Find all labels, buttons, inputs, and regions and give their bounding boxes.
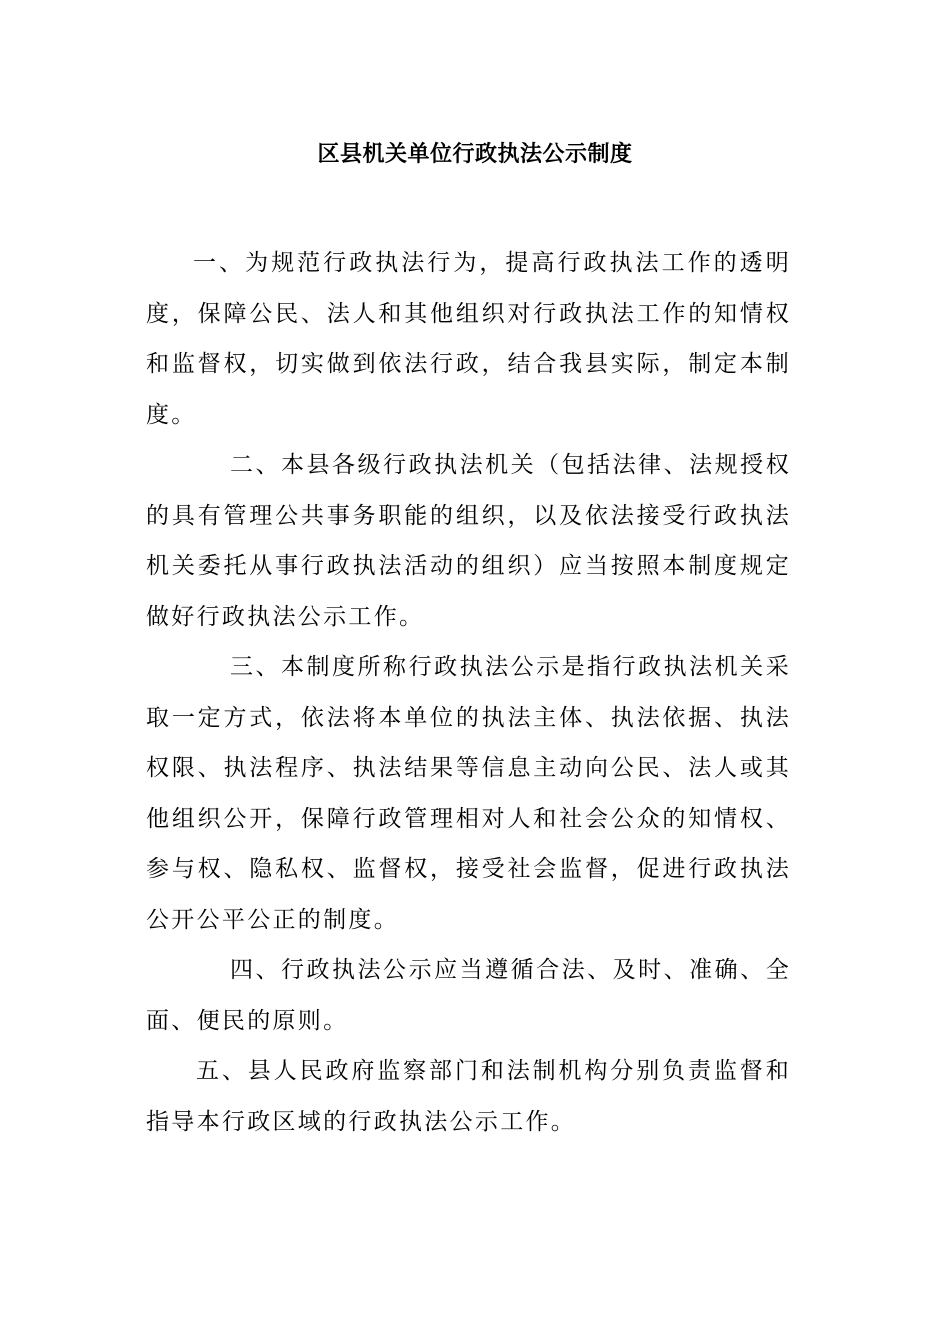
paragraph-2: 二、本县各级行政执法机关（包括法律、法规授权的具有管理公共事务职能的组织，以及依法接受行政执法机关委托从事行政执法活动的组织）应当按照本制度规定做好行政执法公示工作。: [146, 452, 791, 630]
paragraph-5: 五、县人民政府监察部门和法制机构分别负责监督和指导本行政区域的行政执法公示工作。: [146, 1058, 791, 1135]
paragraph-4: 四、行政执法公示应当遵循合法、及时、准确、全面、便民的原则。: [146, 957, 791, 1034]
document-title: 区县机关单位行政执法公示制度: [317, 142, 633, 167]
paragraph-1: 一、为规范行政执法行为，提高行政执法工作的透明度，保障公民、法人和其他组织对行政执法工作的知情权和监督权，切实做到依法行政，结合我县实际，制定本制度。: [146, 250, 791, 428]
document-body: [146, 238, 791, 1147]
paragraph-3: 三、本制度所称行政执法公示是指行政执法机关采取一定方式，依法将本单位的执法主体、执法依据、执法权限、执法程序、执法结果等信息主动向公民、法人或其他组织公开，保障行政管理相对人和社会公众的知情权、参与权、隐私权、监督权，接受社会监督，促进行政执法公开公平公正的制度。: [146, 654, 791, 933]
